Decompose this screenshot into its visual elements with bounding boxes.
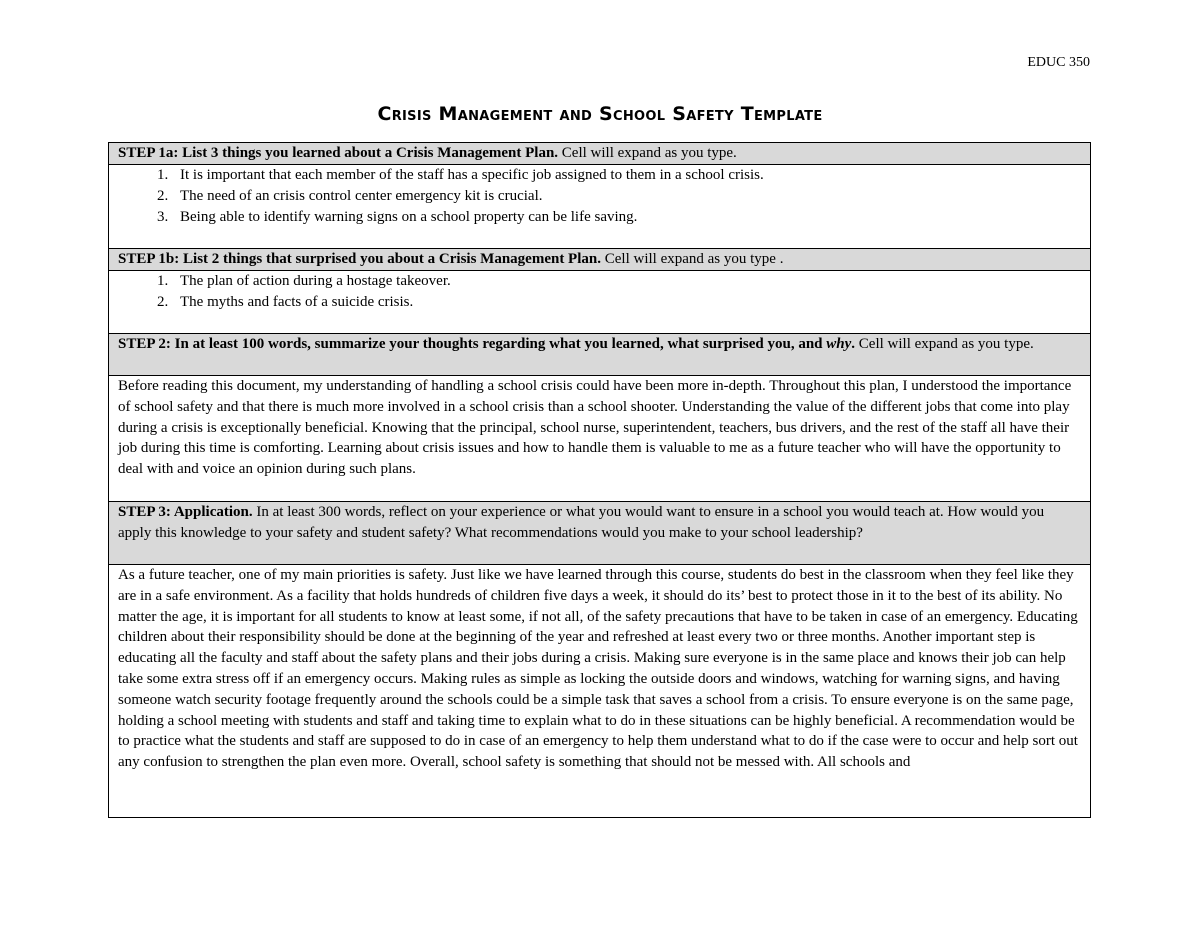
course-code: EDUC 350 [1027, 55, 1090, 70]
step3-label: STEP 3: Application. [118, 504, 253, 520]
step1b-list [118, 271, 1081, 313]
step1b-note: Cell will expand as you type . [604, 251, 784, 267]
step2-emphasis: why [826, 336, 852, 352]
list-item: 3. Being able to identify warning signs on a school property can be life saving. [172, 207, 1081, 228]
list-item: 1. The plan of action during a hostage takeover. [172, 271, 1081, 292]
step2-label: STEP 2: In at least 100 words, summarize your thoughts regarding what you learned, what surprised you, and [118, 336, 823, 352]
step2-response[interactable] [109, 375, 1090, 501]
list-item: 2. The need of an crisis control center emergency kit is crucial. [172, 186, 1081, 207]
step3-response-text: As a future teacher, one of my main priorities is safety. Just like we have learned through this course, students do best in the classroom when they feel like they are in a safe environment. As a facility that holds hundreds of children five days a week, it should do its’ best to protect those in it to the best of its ability. No matter the age, it is important for all students to know at least some, if not all, of the safety precautions that have to be taken in case of an emergency. Educating children about their responsibility should be done at the beginning of the year and refreshed at least every two or three months. Another important step is educating all the faculty and staff about the safety plans and their jobs during a crisis. Making sure everyone is in the same place and knows their job can help take some extra stress off if an emergency occurs. Making rules as simple as locking the outside doors and windows, watching for warning signs, and having someone watch security footage frequently around the schools could be a simple task that saves a school from a crisis. To ensure everyone is on the same page, holding a school meeting with students and staff and taking time to explain what to do in these situations can be highly beneficial. A recommendation would be to practice what the students and staff are supposed to do in case of an emergency to help them understand what to do if the case were to occur and help sort out any confusion to strengthen the plan even more. Overall, school safety is something that should not be messed with. All schools and [118, 567, 1078, 771]
list-item: 1. It is important that each member of the staff has a specific job assigned to them in a school crisis. [172, 165, 1081, 186]
step2-label-end: . [851, 336, 856, 352]
step3-note: In at least 300 words, reflect on your experience or what you would want to ensure in a school you would teach at. How would you apply this knowledge to your safety and student safety? What recommendations would you make to your school leadership? [118, 504, 1045, 541]
step3-header [109, 501, 1090, 564]
step2-note: Cell will expand as you type. [858, 336, 1034, 352]
step1a-header [109, 143, 1090, 164]
step1a-note: Cell will expand as you type. [561, 145, 737, 161]
step1b-label: STEP 1b: List 2 things that surprised you about a Crisis Management Plan. [118, 251, 601, 267]
step2-header [109, 333, 1090, 375]
template-table [108, 142, 1091, 818]
step1b-header [109, 248, 1090, 270]
list-item: 2. The myths and facts of a suicide crisis. [172, 292, 1081, 313]
document-title: Crisis Management and School Safety Template [377, 103, 823, 125]
step3-response[interactable] [109, 564, 1090, 817]
step1a-label: STEP 1a: List 3 things you learned about a Crisis Management Plan. [118, 145, 559, 161]
step2-response-text: Before reading this document, my understanding of handling a school crisis could have been more in-depth. Throughout this plan, I understood the importance of school safety and that there is much more involved in a school crisis than a school shooter. Understanding the value of the different jobs that come into play during a crisis is exceptionally beneficial. Knowing that the principal, school nurse, superintendent, teachers, bus drivers, and the rest of the staff all have their job during this time is comforting. Learning about crisis issues and how to handle them is valuable to me as a future teacher who will have the opportunity to deal with and voice an opinion during such plans. [118, 378, 1072, 478]
step1b-response[interactable] [109, 270, 1090, 333]
step1a-list [118, 165, 1081, 227]
step1a-response[interactable] [109, 164, 1090, 248]
